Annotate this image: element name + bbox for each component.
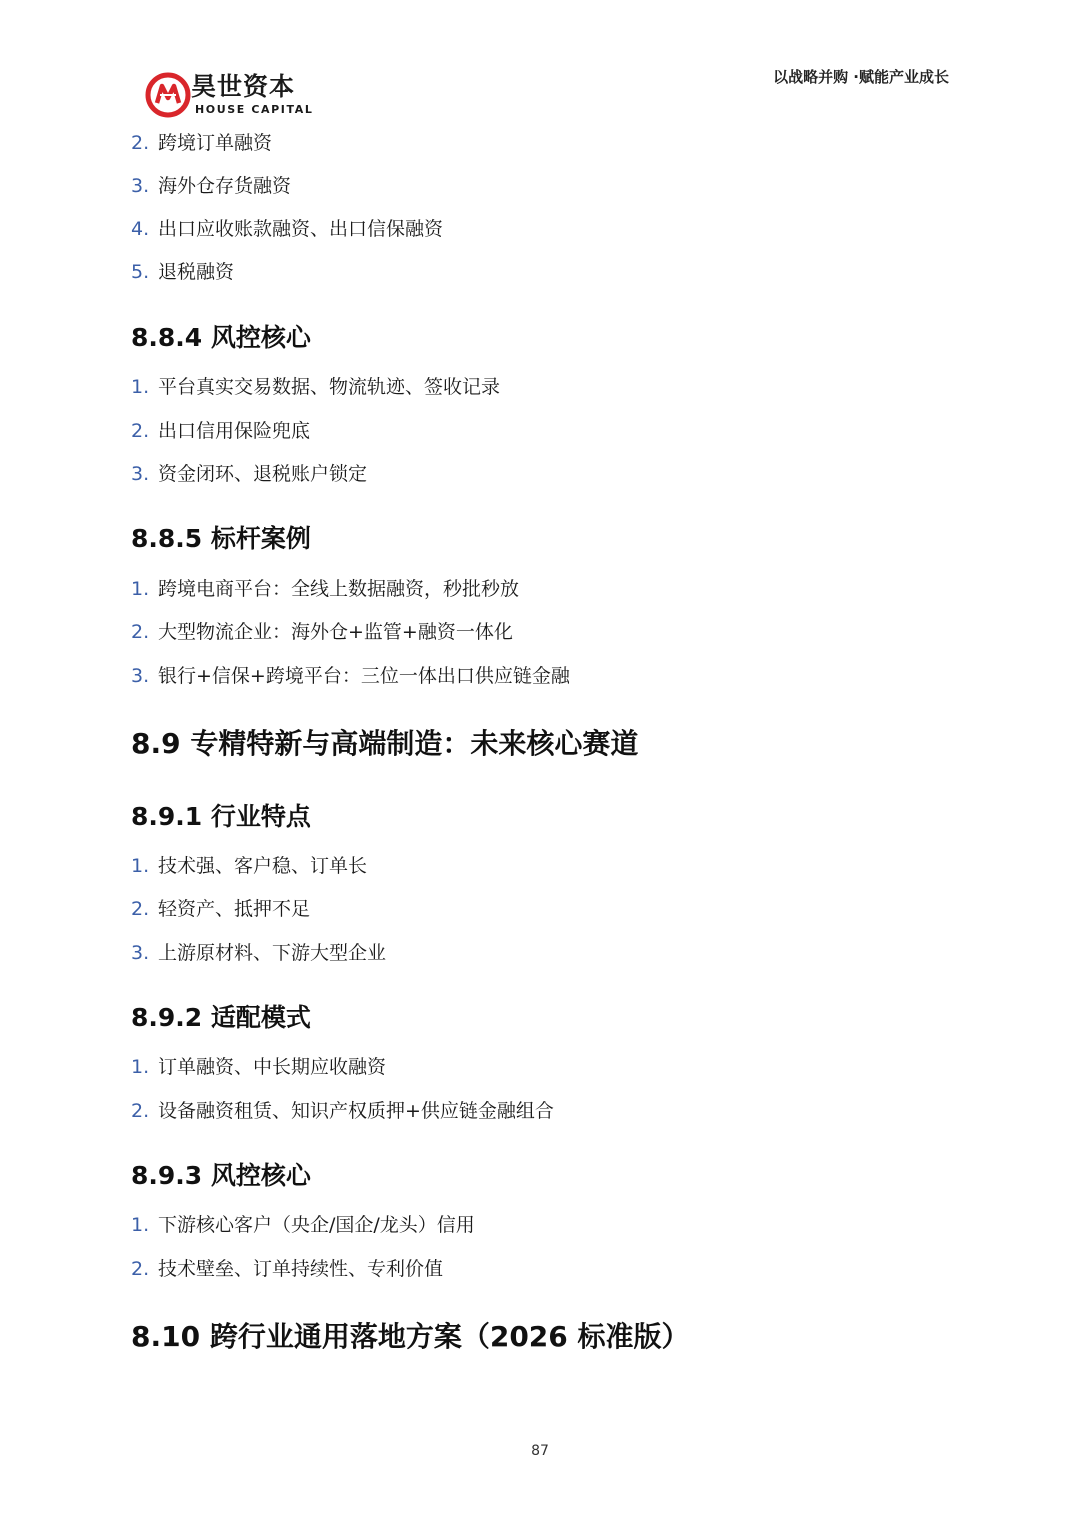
list-item: 1. 订单融资、中长期应收融资: [131, 1056, 387, 1078]
list-item: 2. 设备融资租赁、知识产权质押+供应链金融组合: [131, 1100, 554, 1122]
list-item: 2. 技术壁垒、订单持续性、专利价值: [131, 1258, 444, 1280]
logo-chinese-name: 昊世资本: [191, 72, 296, 101]
heading-8-8-4: 8.8.4 风控核心: [131, 323, 311, 352]
list-item: 5. 退税融资: [131, 261, 235, 283]
list-item: 3. 银行+信保+跨境平台：三位一体出口供应链金融: [131, 665, 570, 687]
list-item: 2. 大型物流企业：海外仓+监管+融资一体化: [131, 621, 513, 643]
list-item: 1. 下游核心客户（央企/国企/龙头）信用: [131, 1214, 475, 1236]
page-number: 87: [531, 1443, 549, 1459]
list-item: 2. 跨境订单融资: [131, 132, 273, 154]
heading-8-9-3: 8.9.3 风控核心: [131, 1161, 311, 1190]
list-item: 1. 技术强、客户稳、订单长: [131, 855, 368, 877]
list-item: 4. 出口应收账款融资、出口信保融资: [131, 218, 444, 240]
heading-8-8-5: 8.8.5 标杆案例: [131, 524, 311, 553]
heading-8-9-2: 8.9.2 适配模式: [131, 1003, 311, 1032]
heading-8-9: 8.9 专精特新与高端制造：未来核心赛道: [131, 727, 639, 760]
heading-8-9-1: 8.9.1 行业特点: [131, 802, 311, 831]
logo-english-name: HOUSE CAPITAL: [195, 103, 314, 116]
list-item: 1. 平台真实交易数据、物流轨迹、签收记录: [131, 376, 501, 398]
page-header: [0, 0, 1080, 125]
list-item: 2. 轻资产、抵押不足: [131, 898, 311, 920]
list-item: 3. 海外仓存货融资: [131, 175, 292, 197]
house-capital-logo-icon: [145, 72, 191, 118]
list-item: 3. 资金闭环、退税账户锁定: [131, 463, 368, 485]
header-slogan: 以战略并购 ·赋能产业成长: [773, 68, 949, 86]
list-item: 3. 上游原材料、下游大型企业: [131, 942, 387, 964]
list-item: 2. 出口信用保险兜底: [131, 420, 311, 442]
company-logo: [145, 72, 315, 122]
list-item: 1. 跨境电商平台：全线上数据融资，秒批秒放: [131, 578, 520, 600]
heading-8-10: 8.10 跨行业通用落地方案（2026 标准版）: [131, 1320, 690, 1353]
